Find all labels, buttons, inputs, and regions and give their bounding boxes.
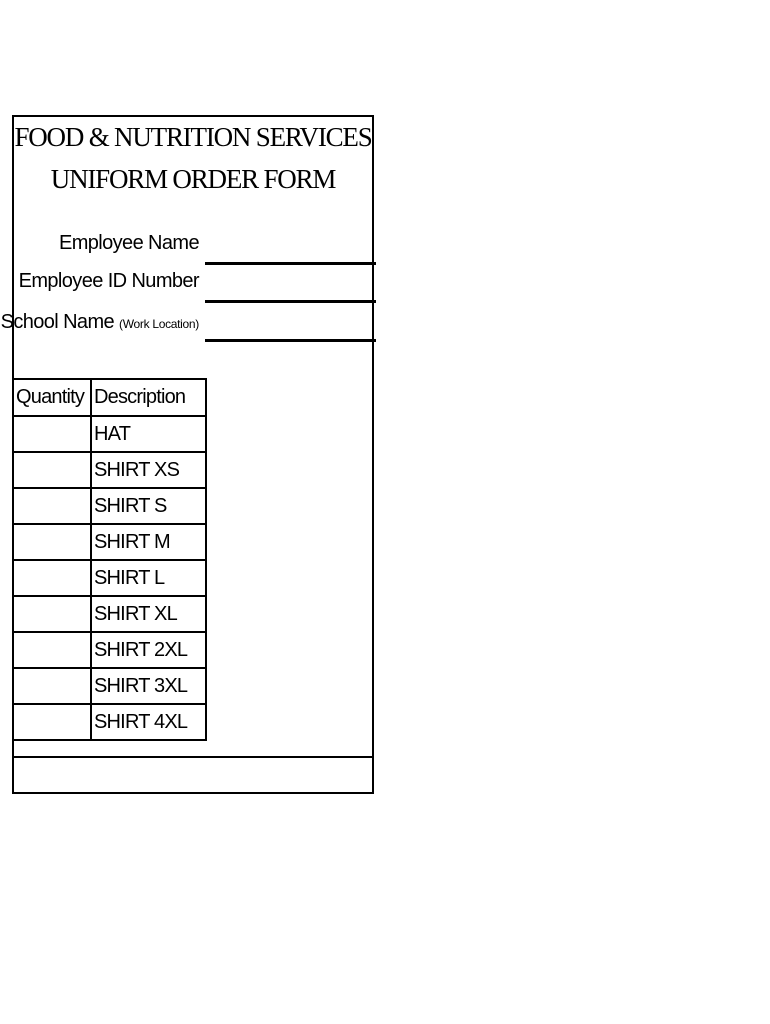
table-row (14, 596, 206, 632)
description-cell: SHIRT 2XL (91, 632, 206, 668)
quantity-cell[interactable] (14, 416, 91, 452)
quantity-cell[interactable] (14, 632, 91, 668)
employee-id-field[interactable] (205, 300, 376, 303)
quantity-header: Quantity (14, 379, 91, 416)
description-cell: SHIRT S (91, 488, 206, 524)
uniform-items-body (14, 416, 206, 740)
table-row (14, 560, 206, 596)
uniform-items-table (14, 378, 207, 741)
table-row (14, 416, 206, 452)
description-cell: HAT (91, 416, 206, 452)
school-name-label-text: School Name (0, 311, 115, 333)
quantity-cell[interactable] (14, 704, 91, 740)
table-row (14, 488, 206, 524)
table-header-row (14, 379, 206, 416)
description-cell: SHIRT 4XL (91, 704, 206, 740)
description-cell: SHIRT L (91, 560, 206, 596)
quantity-cell[interactable] (14, 668, 91, 704)
quantity-cell[interactable] (14, 560, 91, 596)
table-row (14, 668, 206, 704)
employee-name-label: Employee Name (58, 232, 199, 254)
school-name-note: (Work Location) (119, 317, 199, 331)
quantity-cell[interactable] (14, 596, 91, 632)
description-cell: SHIRT 3XL (91, 668, 206, 704)
form-title-line-2: UNIFORM ORDER FORM (50, 164, 336, 194)
employee-id-label: Employee ID Number (18, 270, 199, 292)
description-cell: SHIRT XS (91, 452, 206, 488)
table-row (14, 524, 206, 560)
quantity-cell[interactable] (14, 488, 91, 524)
uniform-order-form (0, 115, 374, 794)
table-row (14, 452, 206, 488)
description-header: Description (91, 379, 206, 416)
description-cell: SHIRT XL (91, 596, 206, 632)
form-title-line-1: FOOD & NUTRITION SERVICES (14, 122, 372, 152)
form-bottom-divider (14, 756, 372, 758)
quantity-cell[interactable] (14, 452, 91, 488)
quantity-cell[interactable] (14, 524, 91, 560)
description-cell: SHIRT M (91, 524, 206, 560)
school-name-field[interactable] (205, 339, 376, 342)
table-row (14, 632, 206, 668)
school-name-label (1, 310, 199, 336)
employee-name-field[interactable] (205, 262, 376, 265)
table-row (14, 704, 206, 740)
